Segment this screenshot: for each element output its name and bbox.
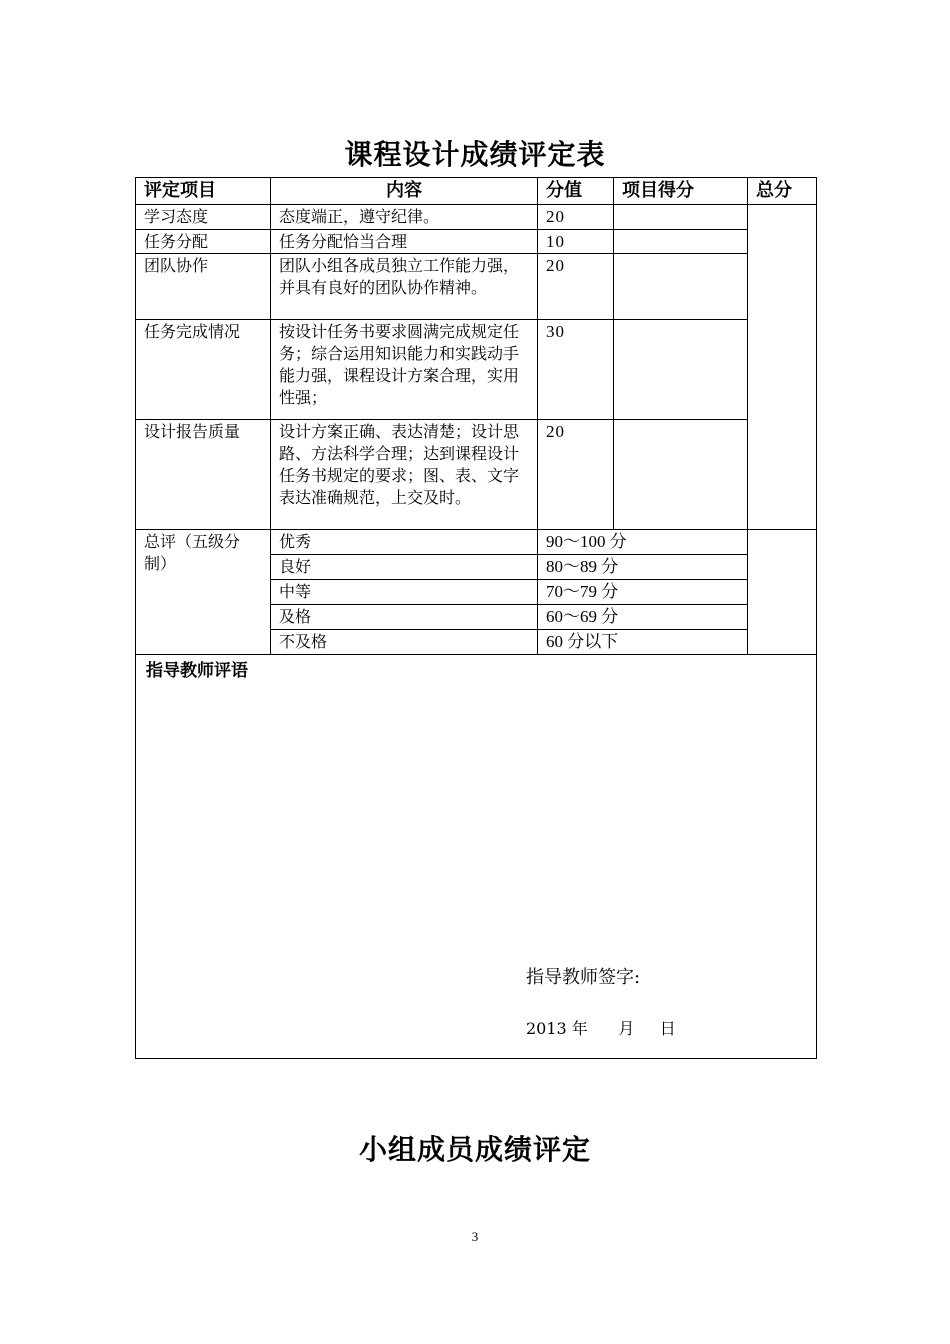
points-cell: 30 [538,320,614,420]
item-cell: 学习态度 [136,205,271,230]
section-title: 小组成员成绩评定 [358,1133,591,1166]
comment-cell[interactable] [136,655,817,1059]
overall-score-cell [748,530,817,655]
grade-name: 中等 [271,580,538,605]
grade-name: 优秀 [271,530,538,555]
comment-label: 指导教师评语 [146,661,248,681]
points-cell: 10 [538,230,614,254]
page-title: 课程设计成绩评定表 [344,138,606,171]
header-content: 内容 [271,178,538,205]
points-cell: 20 [538,420,614,530]
table-row [136,420,817,530]
item-score-cell [614,205,748,230]
grade-name: 良好 [271,555,538,580]
table-row [136,230,817,254]
points-cell: 20 [538,254,614,320]
item-score-cell [614,420,748,530]
header-item: 评定项目 [136,178,271,205]
page-number: 3 [471,1229,479,1244]
grade-range: 80～89 分 [538,555,748,580]
item-cell: 设计报告质量 [136,420,271,530]
item-cell: 团队协作 [136,254,271,320]
points-cell: 20 [538,205,614,230]
table-row [136,205,817,230]
date-line: 2013 年 月 日 [526,1019,676,1038]
grade-range: 60～69 分 [538,605,748,630]
grade-range: 90～100 分 [538,530,748,555]
item-cell: 任务分配 [136,230,271,254]
header-item-score: 项目得分 [614,178,748,205]
grade-table [135,177,817,1059]
grade-name: 不及格 [271,630,538,655]
item-cell: 任务完成情况 [136,320,271,420]
item-score-cell [614,320,748,420]
grade-range: 70～79 分 [538,580,748,605]
content-cell: 设计方案正确、表达清楚；设计思路、方法科学合理；达到课程设计任务书规定的要求；图、表、文字表达准确规范，上交及时。 [271,420,538,530]
item-score-cell [614,254,748,320]
grade-row [136,530,817,555]
header-points: 分值 [538,178,614,205]
table-row [136,254,817,320]
signature-label: 指导教师签字: [526,967,641,988]
total-score-cell [748,205,817,530]
grade-range: 60 分以下 [538,630,748,655]
content-cell: 按设计任务书要求圆满完成规定任务；综合运用知识能力和实践动手能力强，课程设计方案合理，实用性强； [271,320,538,420]
item-score-cell [614,230,748,254]
content-cell: 任务分配恰当合理 [271,230,538,254]
content-cell: 态度端正，遵守纪律。 [271,205,538,230]
comment-row [136,655,817,1059]
grade-name: 及格 [271,605,538,630]
table-header-row [136,178,817,205]
table-row [136,320,817,420]
overall-label: 总评（五级分制） [136,530,271,655]
header-total: 总分 [748,178,817,205]
content-cell: 团队小组各成员独立工作能力强，并具有良好的团队协作精神。 [271,254,538,320]
